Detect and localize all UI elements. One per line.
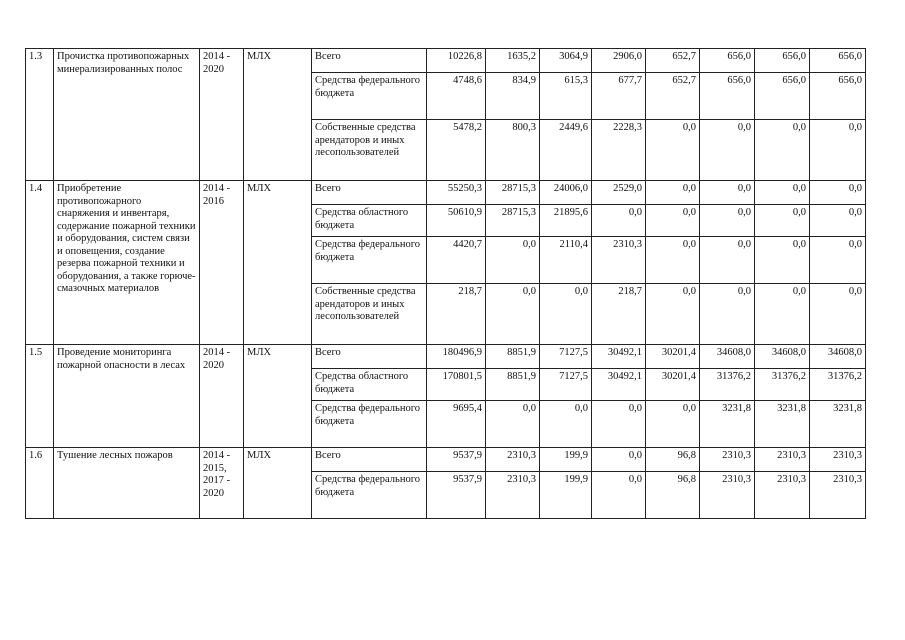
funding-source-label: Средства федерального бюджета [312,237,427,284]
amount-cell: 9537,9 [427,472,486,519]
amount-cell: 2110,4 [540,237,592,284]
amount-cell: 4420,7 [427,237,486,284]
amount-cell: 2529,0 [592,181,646,205]
amount-cell: 31376,2 [810,369,866,401]
amount-cell: 50610,9 [427,205,486,237]
amount-cell: 170801,5 [427,369,486,401]
amount-cell: 656,0 [700,73,755,120]
amount-cell: 2310,3 [700,448,755,472]
amount-cell: 31376,2 [700,369,755,401]
amount-cell: 218,7 [592,284,646,345]
amount-cell: 656,0 [810,73,866,120]
amount-cell: 0,0 [755,205,810,237]
item-years: 2014 - 2016 [200,181,244,345]
amount-cell: 10226,8 [427,49,486,73]
item-name: Тушение лесных пожаров [54,448,200,519]
item-number: 1.4 [26,181,54,345]
table-row [26,448,866,472]
amount-cell: 0,0 [486,284,540,345]
amount-cell: 180496,9 [427,345,486,369]
amount-cell: 0,0 [755,120,810,181]
amount-cell: 615,3 [540,73,592,120]
funding-source-label: Собственные средства арендаторов и иных лесопользователей [312,284,427,345]
amount-cell: 3064,9 [540,49,592,73]
amount-cell: 656,0 [755,73,810,120]
amount-cell: 0,0 [700,237,755,284]
amount-cell: 0,0 [486,401,540,448]
funding-source-label: Собственные средства арендаторов и иных лесопользователей [312,120,427,181]
amount-cell: 0,0 [646,284,700,345]
amount-cell: 800,3 [486,120,540,181]
amount-cell: 2310,3 [700,472,755,519]
amount-cell: 2310,3 [810,472,866,519]
amount-cell: 96,8 [646,448,700,472]
amount-cell: 2310,3 [592,237,646,284]
amount-cell: 31376,2 [755,369,810,401]
amount-cell: 30492,1 [592,345,646,369]
amount-cell: 834,9 [486,73,540,120]
item-years: 2014 - 2020 [200,49,244,181]
item-name: Прочистка противопожарных минерализированных полос [54,49,200,181]
funding-source-label: Всего [312,181,427,205]
item-name: Проведение мониторинга пожарной опасности в лесах [54,345,200,448]
amount-cell: 55250,3 [427,181,486,205]
amount-cell: 0,0 [592,205,646,237]
amount-cell: 5478,2 [427,120,486,181]
amount-cell: 0,0 [755,284,810,345]
amount-cell: 0,0 [755,181,810,205]
funding-source-label: Средства областного бюджета [312,205,427,237]
amount-cell: 28715,3 [486,205,540,237]
amount-cell: 3231,8 [700,401,755,448]
amount-cell: 0,0 [592,401,646,448]
funding-source-label: Средства федерального бюджета [312,472,427,519]
item-executor: МЛХ [244,49,312,181]
amount-cell: 1635,2 [486,49,540,73]
amount-cell: 28715,3 [486,181,540,205]
item-number: 1.3 [26,49,54,181]
amount-cell: 0,0 [540,284,592,345]
amount-cell: 0,0 [646,205,700,237]
funding-source-label: Средства областного бюджета [312,369,427,401]
amount-cell: 656,0 [700,49,755,73]
item-years: 2014 - 2020 [200,345,244,448]
amount-cell: 0,0 [592,448,646,472]
funding-source-label: Средства федерального бюджета [312,73,427,120]
amount-cell: 2449,6 [540,120,592,181]
amount-cell: 34608,0 [700,345,755,369]
amount-cell: 30492,1 [592,369,646,401]
amount-cell: 0,0 [810,205,866,237]
amount-cell: 218,7 [427,284,486,345]
amount-cell: 0,0 [810,120,866,181]
amount-cell: 199,9 [540,448,592,472]
amount-cell: 7127,5 [540,369,592,401]
amount-cell: 9695,4 [427,401,486,448]
amount-cell: 3231,8 [810,401,866,448]
amount-cell: 652,7 [646,49,700,73]
amount-cell: 199,9 [540,472,592,519]
item-name: Приобретение противопожарного снаряжения и инвентаря, содержание пожарной техники и оборудования, систем связи и оповещения, создание резерва пожарной техники и оборудования, а также горюче-смазочных материалов [54,181,200,345]
amount-cell: 656,0 [755,49,810,73]
funding-source-label: Всего [312,448,427,472]
table-row [26,345,866,369]
amount-cell: 0,0 [755,237,810,284]
amount-cell: 0,0 [810,284,866,345]
amount-cell: 0,0 [810,237,866,284]
amount-cell: 2310,3 [486,448,540,472]
amount-cell: 8851,9 [486,369,540,401]
amount-cell: 652,7 [646,73,700,120]
amount-cell: 2228,3 [592,120,646,181]
amount-cell: 0,0 [700,284,755,345]
amount-cell: 0,0 [700,120,755,181]
amount-cell: 0,0 [646,120,700,181]
amount-cell: 21895,6 [540,205,592,237]
amount-cell: 0,0 [646,401,700,448]
amount-cell: 656,0 [810,49,866,73]
amount-cell: 2310,3 [810,448,866,472]
amount-cell: 2906,0 [592,49,646,73]
amount-cell: 2310,3 [755,472,810,519]
amount-cell: 8851,9 [486,345,540,369]
amount-cell: 0,0 [486,237,540,284]
funding-source-label: Средства федерального бюджета [312,401,427,448]
budget-table [25,48,866,519]
amount-cell: 9537,9 [427,448,486,472]
amount-cell: 30201,4 [646,369,700,401]
amount-cell: 96,8 [646,472,700,519]
item-years: 2014 - 2015, 2017 - 2020 [200,448,244,519]
table-row [26,49,866,73]
funding-source-label: Всего [312,49,427,73]
amount-cell: 7127,5 [540,345,592,369]
amount-cell: 2310,3 [755,448,810,472]
amount-cell: 24006,0 [540,181,592,205]
item-number: 1.5 [26,345,54,448]
amount-cell: 34608,0 [755,345,810,369]
amount-cell: 2310,3 [486,472,540,519]
amount-cell: 0,0 [540,401,592,448]
table-body [26,49,866,519]
amount-cell: 0,0 [646,237,700,284]
amount-cell: 4748,6 [427,73,486,120]
amount-cell: 0,0 [592,472,646,519]
amount-cell: 30201,4 [646,345,700,369]
item-executor: МЛХ [244,448,312,519]
amount-cell: 34608,0 [810,345,866,369]
amount-cell: 3231,8 [755,401,810,448]
amount-cell: 677,7 [592,73,646,120]
item-executor: МЛХ [244,181,312,345]
item-number: 1.6 [26,448,54,519]
amount-cell: 0,0 [700,181,755,205]
table-row [26,181,866,205]
amount-cell: 0,0 [646,181,700,205]
amount-cell: 0,0 [700,205,755,237]
amount-cell: 0,0 [810,181,866,205]
item-executor: МЛХ [244,345,312,448]
funding-source-label: Всего [312,345,427,369]
